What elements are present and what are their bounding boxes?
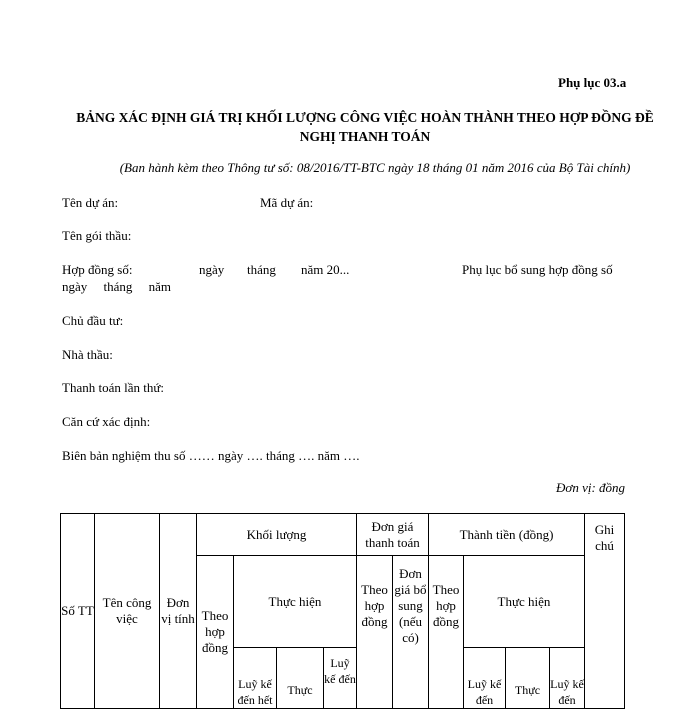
contract-number-field: Hợp đồng số: (62, 262, 133, 277)
header-volume: Khối lượng (197, 514, 357, 556)
contract-year-field: năm 20... (301, 262, 350, 277)
header-volume-this-period: Thực (277, 648, 324, 709)
header-volume-contract: Theo hợp đồng (197, 556, 234, 709)
appendix-contract-field: Phụ lục bổ sung hợp đồng số (462, 262, 613, 277)
header-volume-performed: Thực hiện (234, 556, 357, 648)
project-code-field: Mã dự án: (260, 195, 314, 210)
header-amount-cumulative-from: Luỹ kế đến (550, 648, 585, 709)
header-price-contract: Theo hợp đồng (357, 556, 393, 709)
header-price-additional: Đơn giá bổ sung (nếu có) (393, 556, 429, 709)
document-title: BẢNG XÁC ĐỊNH GIÁ TRỊ KHỐI LƯỢNG CÔNG VIỆC HOÀN THÀNH THEO HỢP ĐỒNG ĐỀ NGHỊ THANH TOÁN (76, 110, 654, 144)
acceptance-record-field: Biên bản nghiệm thu số …… ngày …. tháng …. năm …. (62, 448, 360, 463)
header-amount-contract: Theo hợp đồng (429, 556, 464, 709)
header-no: Số TT (61, 514, 95, 709)
header-amount-cumulative-to: Luỹ kế đến (464, 648, 506, 709)
header-task-name: Tên công việc (95, 514, 160, 709)
contract-month-field: tháng (247, 262, 276, 277)
header-amount: Thành tiền (đồng) (429, 514, 585, 556)
header-volume-cumulative-to: Luỹ kế đến hết (234, 648, 277, 709)
basis-field: Căn cứ xác định: (62, 414, 151, 429)
payment-table (60, 513, 625, 709)
header-amount-this-period: Thực (506, 648, 550, 709)
header-volume-cumulative-from: Luỹ kế đến (324, 648, 357, 709)
appendix-date-field: ngày tháng năm (62, 279, 172, 294)
header-amount-performed: Thực hiện (464, 556, 585, 648)
package-name-field: Tên gói thầu: (62, 228, 132, 243)
document-subtitle: (Ban hành kèm theo Thông tư số: 08/2016/TT-BTC ngày 18 tháng 01 năm 2016 của Bộ Tài chính) (119, 160, 631, 175)
header-note: Ghi chú (585, 514, 625, 709)
contract-day-field: ngày (199, 262, 225, 277)
appendix-label: Phụ lục 03.a (558, 75, 627, 90)
project-name-field: Tên dự án: (62, 195, 119, 210)
header-unit-price: Đơn giá thanh toán (357, 514, 429, 556)
currency-unit-label: Đơn vị: đồng (556, 480, 626, 495)
investor-field: Chủ đầu tư: (62, 313, 124, 328)
payment-round-field: Thanh toán lần thứ: (62, 380, 164, 395)
header-unit: Đơn vị tính (160, 514, 197, 709)
contractor-field: Nhà thầu: (62, 347, 113, 362)
